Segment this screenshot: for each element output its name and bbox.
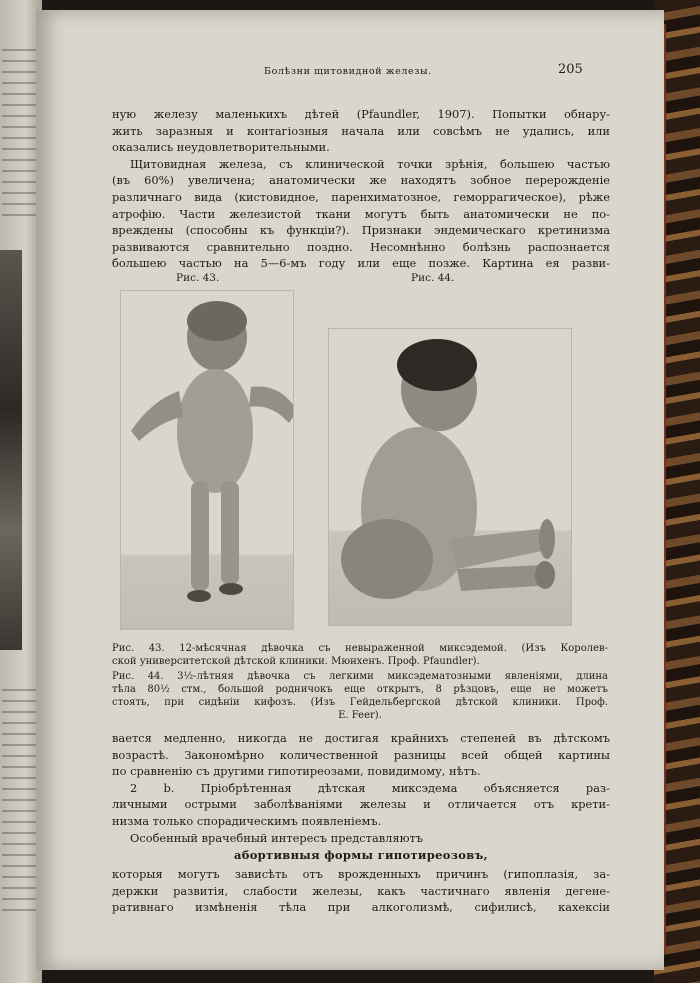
- text-line: вается медленно, никогда не достигая крайнихъ степеней въ дѣтскомъ: [112, 731, 610, 745]
- figure-44-label: Рис. 44.: [411, 272, 455, 284]
- text-line: низма только спорадическимъ появленіемъ.: [112, 813, 382, 828]
- figure-43-caption: [112, 642, 608, 668]
- text-line: 2 b. Пріобрѣтенная дѣтская миксэдема объясняется раз-: [130, 780, 610, 795]
- body-text-bottom: [112, 730, 610, 846]
- text-line: ную железу маленькихъ дѣтей (Pfaundler, 1907). Попытки обнару-: [112, 107, 610, 121]
- text-line: вреждены (способны къ функціи?). Признаки эндемическаго кретинизма: [112, 223, 610, 238]
- text-line: возрастѣ. Закономѣрно количественной разницы всей общей картины: [112, 747, 610, 762]
- text-line: жить заразныя и контагіозныя начала или совсѣмъ не удались, или: [112, 123, 610, 138]
- figure-43-label: Рис. 43.: [176, 272, 220, 284]
- text-line: различнаго вида (кистовидное, паренхиматозное, геморрагическое), рѣже: [112, 189, 610, 204]
- figure-44-caption: [112, 670, 608, 722]
- text-line: оказались неудовлетворительными.: [112, 140, 330, 155]
- text-line: (въ 60%) увеличена; анатомически же находятъ зобное перерожденіе: [112, 173, 610, 188]
- text-line: Особенный врачебный интересъ представляютъ: [130, 830, 424, 845]
- figure-43-photo: [120, 290, 294, 630]
- caption-line: E. Feer).: [338, 710, 382, 721]
- text-line: по сравненію съ другими гипотиреозами, повидимому, нѣтъ.: [112, 764, 481, 779]
- text-line: личными острыми заболѣваніями железы и отличается отъ крети-: [112, 797, 610, 812]
- text-line: атрофію. Части железистой ткани могутъ быть анатомически не по-: [112, 206, 610, 221]
- text-line: ративнаго измѣненія тѣла при алкоголизмѣ, сифилисѣ, кахексіи: [112, 900, 610, 915]
- facing-page-text: [2, 40, 38, 220]
- facing-page-text-lower: [2, 680, 38, 920]
- body-text-top: [112, 106, 610, 272]
- page-number: 205: [558, 62, 583, 77]
- text-line: держки развитія, слабости железы, какъ частичнаго явленія дегене-: [112, 883, 610, 898]
- text-line: которыя могутъ зависѣть отъ врожденныхъ причинъ (гипоплазія, за-: [112, 867, 610, 881]
- book-page: [36, 10, 664, 970]
- caption-line: Рис. 43. 12-мѣсячная дѣвочка съ невыраженной миксэдемой. (Изъ Королев-: [112, 643, 608, 654]
- section-subheading: абортивныя формы гипотиреозовъ,: [233, 848, 488, 862]
- caption-line: тѣла 80½ стм., большой родничокъ еще открытъ, 8 рѣзцовъ, еще не можетъ: [112, 684, 608, 695]
- standing-child-illustration: [121, 291, 293, 629]
- figure-44-photo: [328, 328, 572, 626]
- seated-child-illustration: [329, 329, 571, 625]
- text-line: большею частью на 5—6-мъ году или еще позже. Картина ея разви-: [112, 256, 610, 271]
- caption-line: стоять, при сидѣніи кифозъ. (Изъ Гейдельбергской дѣтской клиники. Проф.: [112, 697, 608, 708]
- caption-line: ской университетской дѣтской клиники. Мюнхенъ. Проф. Pfaundler).: [112, 656, 480, 667]
- body-text-end: [112, 866, 610, 916]
- text-line: развиваются сравнительно поздно. Несомнѣнно болѣзнь распознается: [112, 239, 610, 254]
- running-title: Болѣзни щитовидной железы.: [264, 66, 432, 77]
- caption-line: Рис. 44. 3½-лѣтняя дѣвочка съ легкими миксэдематозными явленіями, длина: [112, 671, 608, 682]
- text-line: Щитовидная железа, съ клинической точки зрѣнія, большею частью: [130, 156, 610, 171]
- facing-page-photo: [0, 250, 22, 650]
